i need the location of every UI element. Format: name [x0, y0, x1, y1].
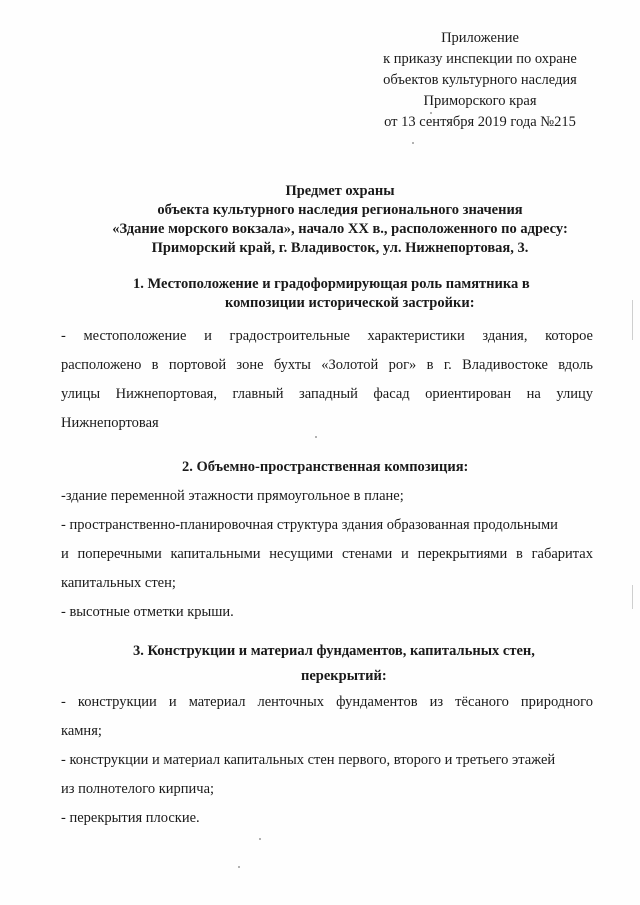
section-3-title-line-2: перекрытий: [301, 668, 387, 684]
section-1-title-line-2: композиции исторической застройки: [225, 295, 475, 311]
section-2-body [61, 482, 593, 627]
section-2-title: 2. Объемно-пространственная композиция: [182, 459, 469, 475]
scan-artifact-speck [412, 142, 414, 144]
section-3-line: из полнотелого кирпича; [61, 781, 215, 797]
section-1-line: Нижнепортовая [61, 415, 159, 431]
section-1-title-line-1: 1. Местоположение и градоформирующая роль памятника в [133, 276, 530, 292]
section-3-title-line-1: 3. Конструкции и материал фундаментов, капитальных стен, [133, 643, 535, 659]
appendix-line: Приморского края [423, 93, 537, 109]
section-1-body [61, 322, 593, 438]
heading-line: Предмет охраны [285, 183, 395, 199]
section-3-body [61, 688, 593, 833]
heading-line: Приморский край, г. Владивосток, ул. Нижнепортовая, 3. [151, 240, 529, 256]
section-1-line: - местоположение и градостроительные характеристики здания, которое [61, 328, 593, 344]
appendix-block [360, 28, 600, 133]
section-2-line: капитальных стен; [61, 575, 176, 591]
scan-artifact-line [632, 300, 633, 340]
section-2-line: - пространственно-планировочная структура здания образованная продольными [61, 517, 558, 533]
section-3-line: - конструкции и материал ленточных фундаментов из тёсаного природного [61, 694, 593, 710]
section-1-line: расположено в портовой зоне бухты «Золотой рог» в г. Владивостоке вдоль [61, 357, 593, 373]
scan-artifact-line [632, 585, 633, 609]
section-1-line: улицы Нижнепортовая, главный западный фасад ориентирован на улицу [61, 386, 593, 402]
section-3-line: камня; [61, 723, 102, 739]
appendix-line: Приложение [441, 30, 519, 46]
section-2-line: -здание переменной этажности прямоугольное в плане; [61, 488, 404, 504]
heading-line: «Здание морского вокзала», начало ХХ в., расположенного по адресу: [112, 221, 568, 237]
section-2-line: и поперечными капитальными несущими стенами и перекрытиями в габаритах [61, 546, 593, 562]
appendix-line: к приказу инспекции по охране [383, 51, 577, 67]
section-3-line: - конструкции и материал капитальных стен первого, второго и третьего этажей [61, 752, 556, 768]
document-heading [60, 182, 620, 258]
section-2-line: - высотные отметки крыши. [61, 604, 234, 620]
scan-artifact-speck [259, 838, 261, 840]
appendix-line: от 13 сентября 2019 года №215 [384, 114, 576, 130]
scan-artifact-speck [238, 866, 240, 868]
heading-line: объекта культурного наследия регионального значения [157, 202, 523, 218]
appendix-line: объектов культурного наследия [383, 72, 577, 88]
section-3-line: - перекрытия плоские. [61, 810, 200, 826]
